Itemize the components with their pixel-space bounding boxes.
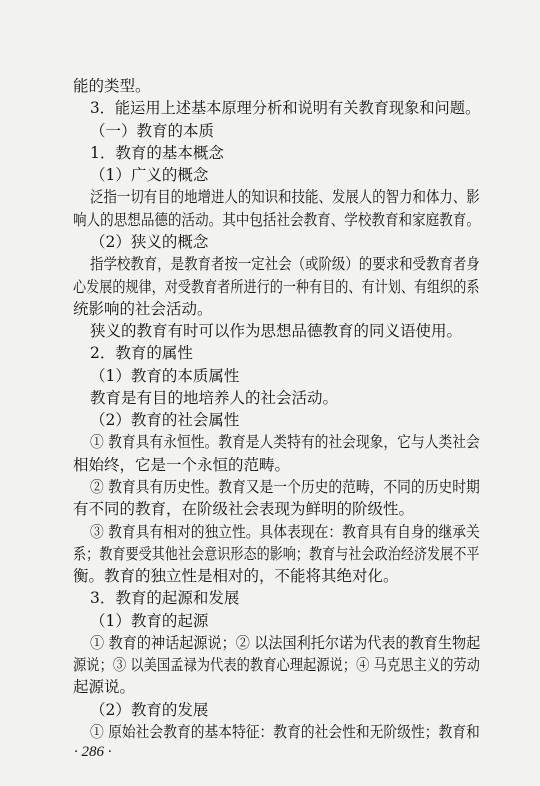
text-line: ③ 教育具有相对的独立性。具体表现在：教育具有自身的继承关 — [90, 522, 480, 541]
section-heading: （一）教育的本质 — [90, 121, 215, 140]
subsection-heading: 3．教育的起源和发展 — [90, 589, 240, 608]
text-line: 心发展的规律，对受教育者所进行的一种有目的、有计划、有组织的系 — [73, 277, 480, 296]
text-line: ② 教育具有历史性。教育又是一个历史的范畴，不同的历史时期 — [90, 478, 480, 496]
text-line: ① 教育具有永恒性。教育是人类特有的社会现象，它与人类社会 — [90, 433, 480, 452]
text-line: 3．能运用上述基本原理分析和说明有关教育现象和问题。 — [90, 99, 481, 118]
text-line: 衡。教育的独立性是相对的，不能将其绝对化。 — [73, 567, 399, 586]
text-line: 响人的思想品德的活动。其中包括社会教育、学校教育和家庭教育。 — [73, 210, 480, 229]
item-heading: （2）狭义的概念 — [90, 232, 209, 251]
text-line: 源说；③ 以美国孟禄为代表的教育心理起源说；④ 马克思主义的劳动 — [73, 656, 480, 675]
text-line: 教育是有目的地培养人的社会活动。 — [90, 388, 339, 407]
item-heading: （1）教育的起源 — [90, 611, 209, 630]
item-heading: （2）教育的发展 — [90, 700, 209, 719]
text-line: 系；教育要受其他社会意识形态的影响；教育与社会政治经济发展不平 — [73, 544, 480, 563]
text-line: ① 教育的神话起源说；② 以法国利托尔诺为代表的教育生物起 — [90, 633, 481, 652]
text-line: 泛指一切有目的地增进人的知识和技能、发展人的智力和体力、影 — [90, 188, 480, 207]
text-line: 相始终，它是一个永恒的范畴。 — [73, 455, 291, 474]
text-line: 统影响的社会活动。 — [73, 299, 213, 318]
subsection-heading: 1．教育的基本概念 — [90, 143, 224, 162]
subsection-heading: 2．教育的属性 — [90, 344, 193, 363]
text-line: ① 原始社会教育的基本特征：教育的社会性和无阶级性；教育和 — [90, 723, 480, 741]
text-line: 能的类型。 — [73, 77, 151, 95]
item-heading: （1）广义的概念 — [90, 166, 209, 185]
text-line: 有不同的教育，在阶级社会表现为鲜明的阶级性。 — [73, 500, 415, 519]
item-heading: （2）教育的社会属性 — [90, 411, 240, 430]
text-line: 起源说。 — [73, 678, 136, 697]
page-number: · 286 · — [74, 744, 112, 760]
item-heading: （1）教育的本质属性 — [90, 366, 240, 385]
text-line: 狭义的教育有时可以作为思想品德教育的同义语使用。 — [90, 322, 463, 340]
text-line: 指学校教育，是教育者按一定社会（或阶级）的要求和受教育者身 — [90, 255, 480, 274]
